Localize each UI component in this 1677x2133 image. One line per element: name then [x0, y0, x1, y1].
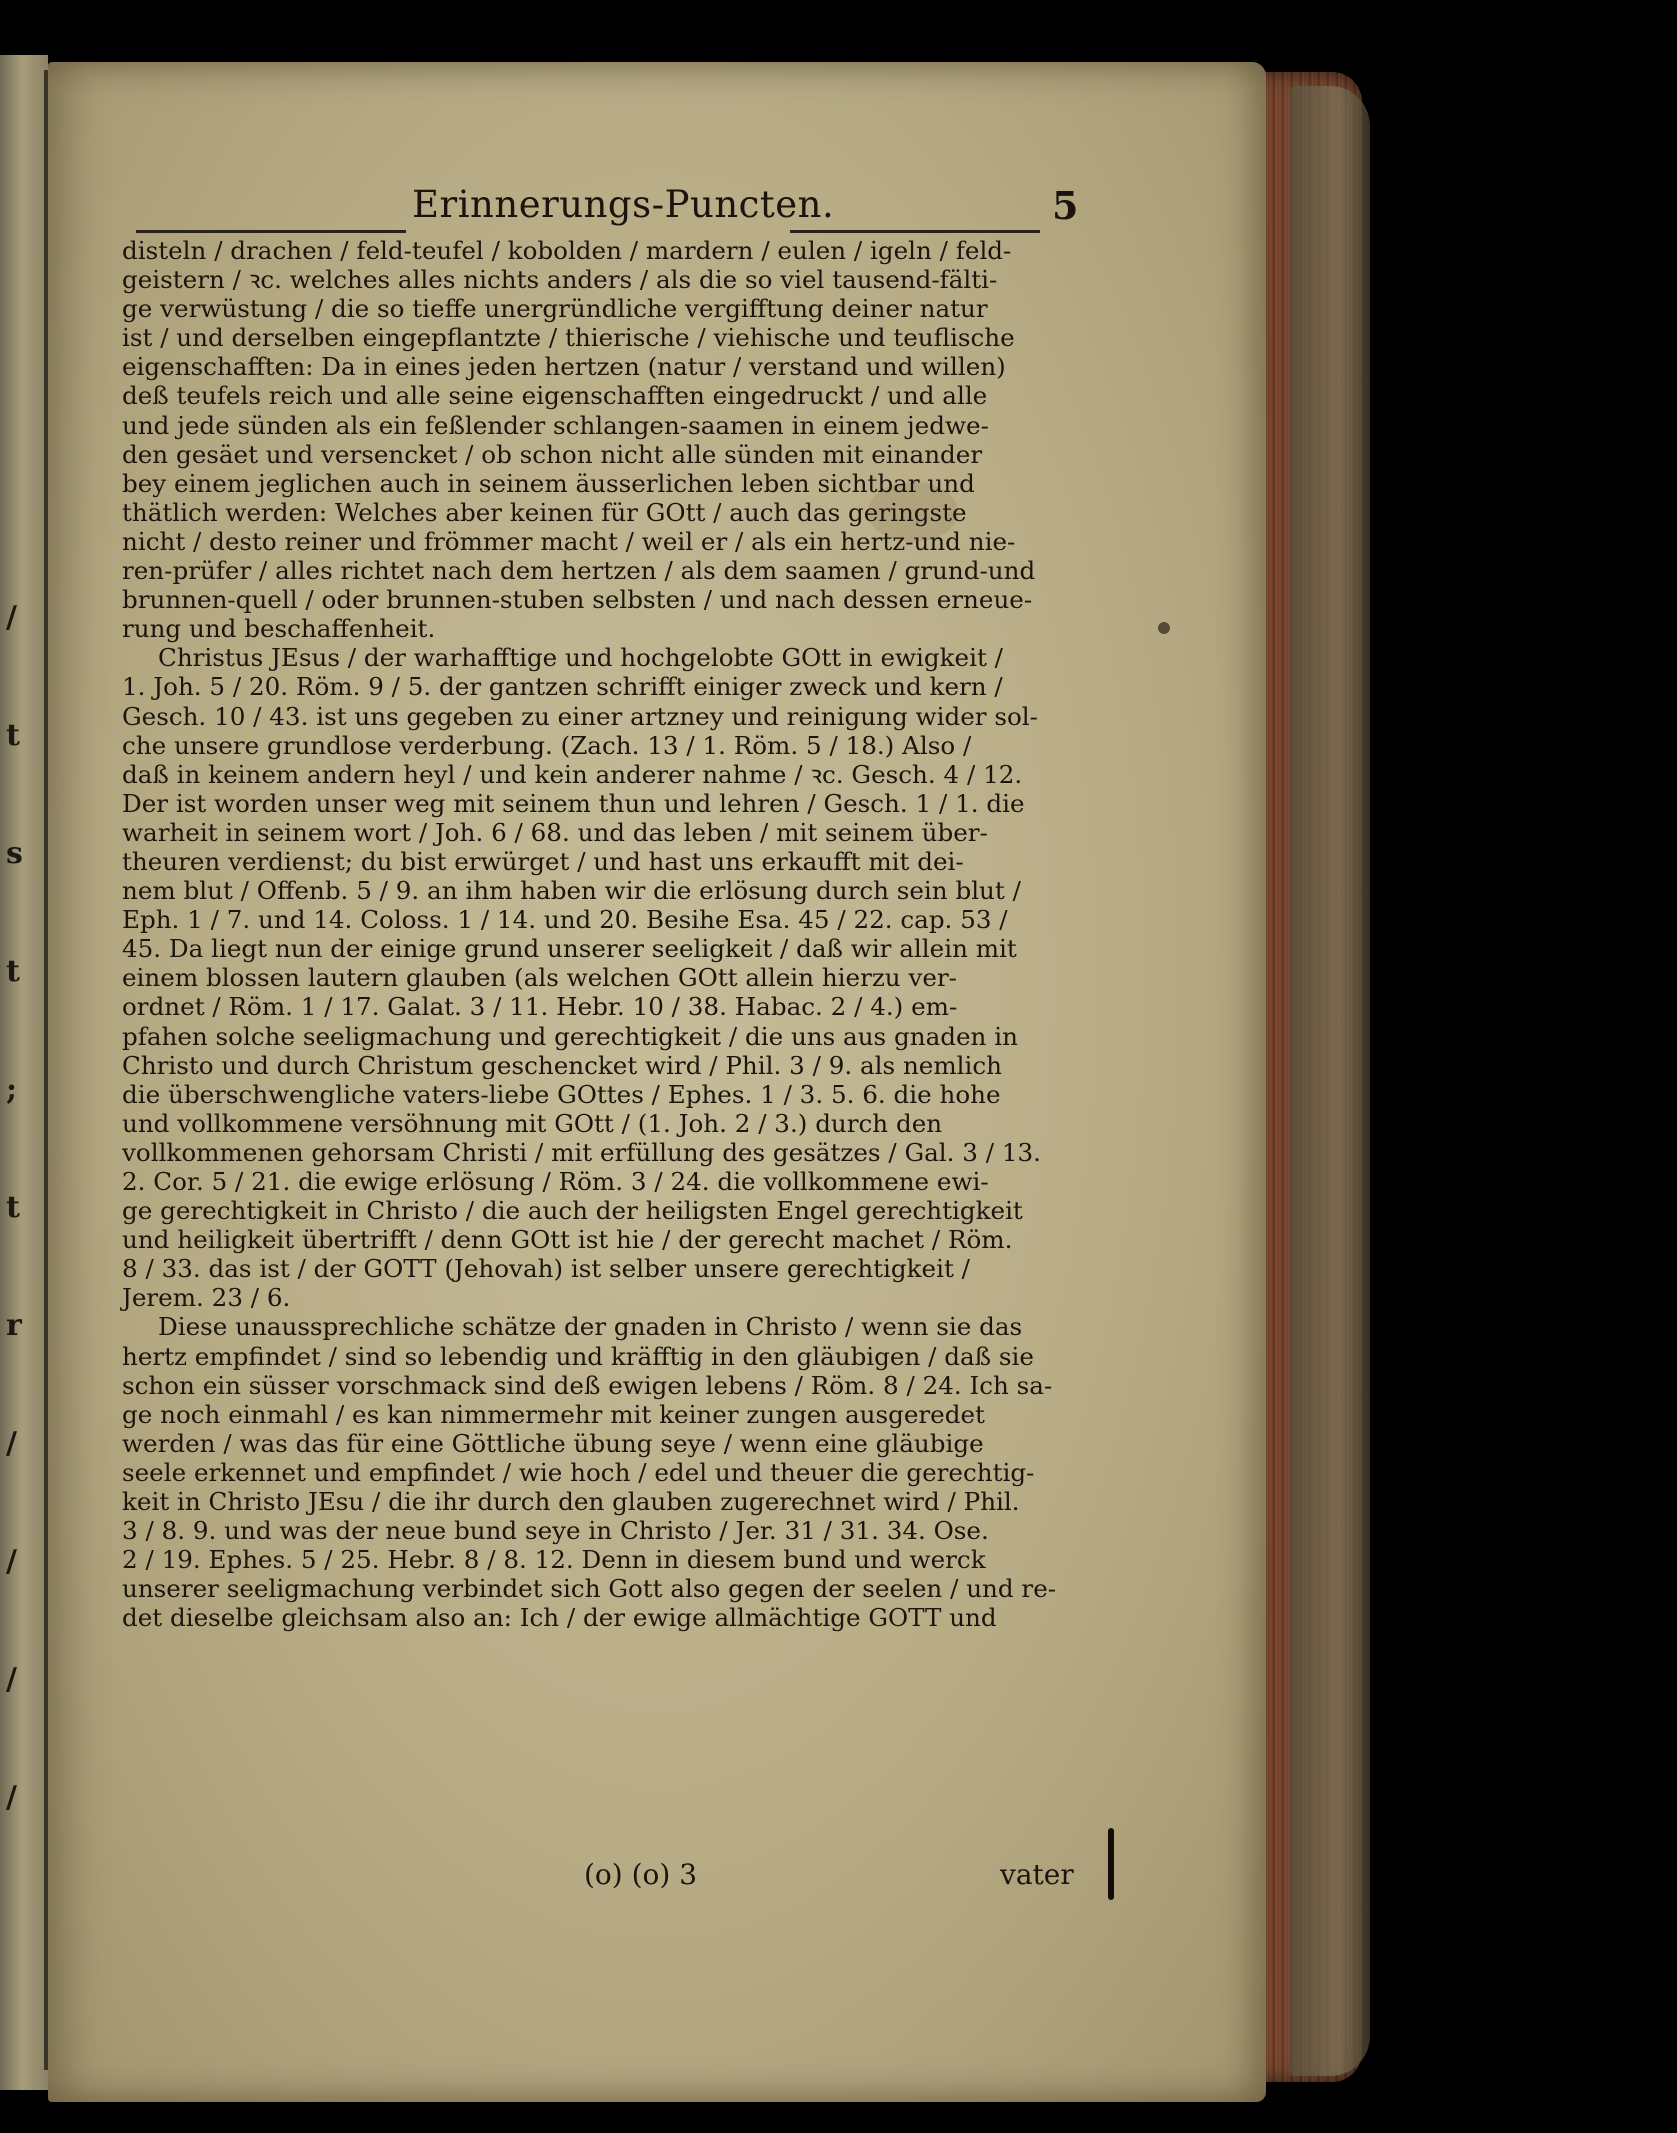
previous-page-fragment: /	[6, 600, 17, 635]
catchword: vater	[1000, 1858, 1074, 1891]
text-line: ren-prüfer / alles richtet nach dem hertzen / als dem saamen / grund-und	[122, 556, 1036, 586]
text-line: nem blut / Offenb. 5 / 9. an ihm haben wir die erlösung durch sein blut /	[122, 876, 1021, 906]
text-line: Der ist worden unser weg mit seinem thun und lehren / Gesch. 1 / 1. die	[122, 788, 1025, 818]
text-line: seele erkennet und empfindet / wie hoch / edel und theuer die gerechtig-	[122, 1457, 1035, 1487]
previous-page-fragment: /	[6, 1426, 17, 1461]
text-line: disteln / drachen / feld-teufel / kobolden / mardern / eulen / igeln / feld-	[122, 236, 1012, 265]
text-line: und vollkommene versöhnung mit GOtt / (1. Joh. 2 / 3.) durch den	[122, 1108, 943, 1138]
previous-page-fragment: ;	[6, 1072, 18, 1107]
body-text	[122, 236, 1072, 1633]
text-line: nicht / desto reiner und frömmer macht / weil er / als ein hertz-und nie-	[122, 526, 1016, 556]
page-number: 5	[1052, 183, 1079, 228]
ink-dot	[1158, 622, 1170, 634]
text-line: einem blossen lautern glauben (als welchen GOtt allein hierzu ver-	[122, 963, 957, 993]
text-line: brunnen-quell / oder brunnen-stuben selbsten / und nach dessen erneue-	[122, 585, 1033, 615]
text-line: pfahen solche seeligmachung und gerechtigkeit / die uns aus gnaden in	[122, 1021, 1018, 1051]
previous-page-fragment: /	[6, 1780, 17, 1815]
signature-mark: (o) (o) 3	[584, 1858, 698, 1891]
text-line: und jede sünden als ein feßlender schlangen-saamen in einem jedwe-	[122, 410, 989, 440]
text-line: hertz empfindet / sind so lebendig und kräfftig in den gläubigen / daß sie	[122, 1341, 1034, 1371]
text-line: unserer seeligmachung verbindet sich Gott also gegen der seelen / und re-	[122, 1574, 1057, 1604]
text-line: ge gerechtigkeit in Christo / die auch der heiligsten Engel gerechtigkeit	[122, 1196, 1023, 1226]
previous-page-fragment: t	[6, 954, 20, 989]
text-line: rung und beschaffenheit.	[122, 614, 436, 644]
text-line: warheit in seinem wort / Joh. 6 / 68. und das leben / mit seinem über-	[122, 817, 988, 847]
text-line: bey einem jeglichen auch in seinem äusserlichen leben sichtbar und	[122, 468, 975, 498]
text-line: den gesäet und versencket / ob schon nicht alle sünden mit einander	[122, 439, 983, 469]
text-line: che unsere grundlose verderbung. (Zach. 13 / 1. Röm. 5 / 18.) Also /	[122, 730, 972, 760]
text-line: Gesch. 10 / 43. ist uns gegeben zu einer artzney und reinigung wider sol-	[122, 701, 1038, 731]
text-line: werden / was das für eine Göttliche übung seye / wenn eine gläubige	[122, 1428, 984, 1458]
text-line: 45. Da liegt nun der einige grund unserer seeligkeit / daß wir allein mit	[122, 934, 1017, 964]
text-line: theuren verdienst; du bist erwürget / und hast uns erkaufft mit dei-	[122, 846, 964, 876]
text-line: deß teufels reich und alle seine eigenschafften eingedruckt / und alle	[122, 381, 988, 411]
previous-page-fragment: t	[6, 1190, 20, 1225]
text-line: Christus JEsus / der warhafftige und hochgelobte GOtt in ewigkeit /	[158, 643, 1003, 673]
text-line: 1. Joh. 5 / 20. Röm. 9 / 5. der gantzen schrifft einiger zweck und kern /	[122, 672, 1003, 702]
header-rule-left	[136, 230, 406, 233]
text-line: eigenschafften: Da in eines jeden hertzen (natur / verstand und willen)	[122, 352, 1006, 382]
text-line: thätlich werden: Welches aber keinen für GOtt / auch das geringste	[122, 497, 967, 527]
text-line: schon ein süsser vorschmack sind deß ewigen lebens / Röm. 8 / 24. Ich sa-	[122, 1370, 1053, 1400]
text-line: keit in Christo JEsu / die ihr durch den glauben zugerechnet wird / Phil.	[122, 1487, 1020, 1517]
text-line: ge verwüstung / die so tieffe unergründliche vergifftung deiner natur	[122, 294, 988, 324]
text-line: Christo und durch Christum geschencket wird / Phil. 3 / 9. als nemlich	[122, 1050, 1003, 1080]
running-head: Erinnerungs-Puncten.	[412, 183, 835, 226]
previous-page-fragment: /	[6, 1544, 17, 1579]
text-line: 8 / 33. das ist / der GOTT (Jehovah) ist selber unsere gerechtigkeit /	[122, 1254, 970, 1284]
previous-page-fragment: t	[6, 718, 20, 753]
previous-page-text-fragments	[0, 600, 30, 1900]
text-line: 3 / 8. 9. und was der neue bund seye in Christo / Jer. 31 / 31. 34. Ose.	[122, 1516, 989, 1546]
text-line: Eph. 1 / 7. und 14. Coloss. 1 / 14. und 20. Besihe Esa. 45 / 22. cap. 53 /	[122, 905, 1008, 935]
margin-mark	[1108, 1828, 1114, 1900]
text-line: ge noch einmahl / es kan nimmermehr mit keiner zungen ausgeredet	[122, 1399, 985, 1429]
text-line: Diese unaussprechliche schätze der gnaden in Christo / wenn sie das	[158, 1312, 1023, 1342]
previous-page-fragment: r	[6, 1308, 22, 1343]
text-line: 2 / 19. Ephes. 5 / 25. Hebr. 8 / 8. 12. Denn in diesem bund und werck	[122, 1545, 986, 1575]
previous-page-fragment: /	[6, 1662, 17, 1697]
text-line: ordnet / Röm. 1 / 17. Galat. 3 / 11. Hebr. 10 / 38. Habac. 2 / 4.) em-	[122, 992, 958, 1022]
previous-page-fragment: s	[6, 836, 23, 871]
text-line: 2. Cor. 5 / 21. die ewige erlösung / Röm. 3 / 24. die vollkommene ewi-	[122, 1167, 989, 1196]
text-line: die überschwengliche vaters-liebe GOttes / Ephes. 1 / 3. 5. 6. die hohe	[122, 1079, 1001, 1109]
text-line: daß in keinem andern heyl / und kein anderer nahme / ꝛc. Gesch. 4 / 12.	[122, 759, 1023, 789]
book-cover-edge	[1290, 86, 1370, 2076]
text-line: ist / und derselben eingepflantzte / thierische / viehische und teuflische	[122, 323, 1015, 353]
text-line: Jerem. 23 / 6.	[122, 1283, 291, 1313]
text-line: geistern / ꝛc. welches alles nichts anders / als die so viel tausend-fälti-	[122, 265, 998, 295]
text-line: und heiligkeit übertrifft / denn GOtt ist hie / der gerecht machet / Röm.	[122, 1225, 1013, 1255]
text-line: det dieselbe gleichsam also an: Ich / der ewige allmächtige GOTT und	[122, 1603, 997, 1633]
header-rule-right	[790, 230, 1040, 233]
text-line: vollkommenen gehorsam Christi / mit erfüllung des gesätzes / Gal. 3 / 13.	[122, 1137, 1041, 1167]
